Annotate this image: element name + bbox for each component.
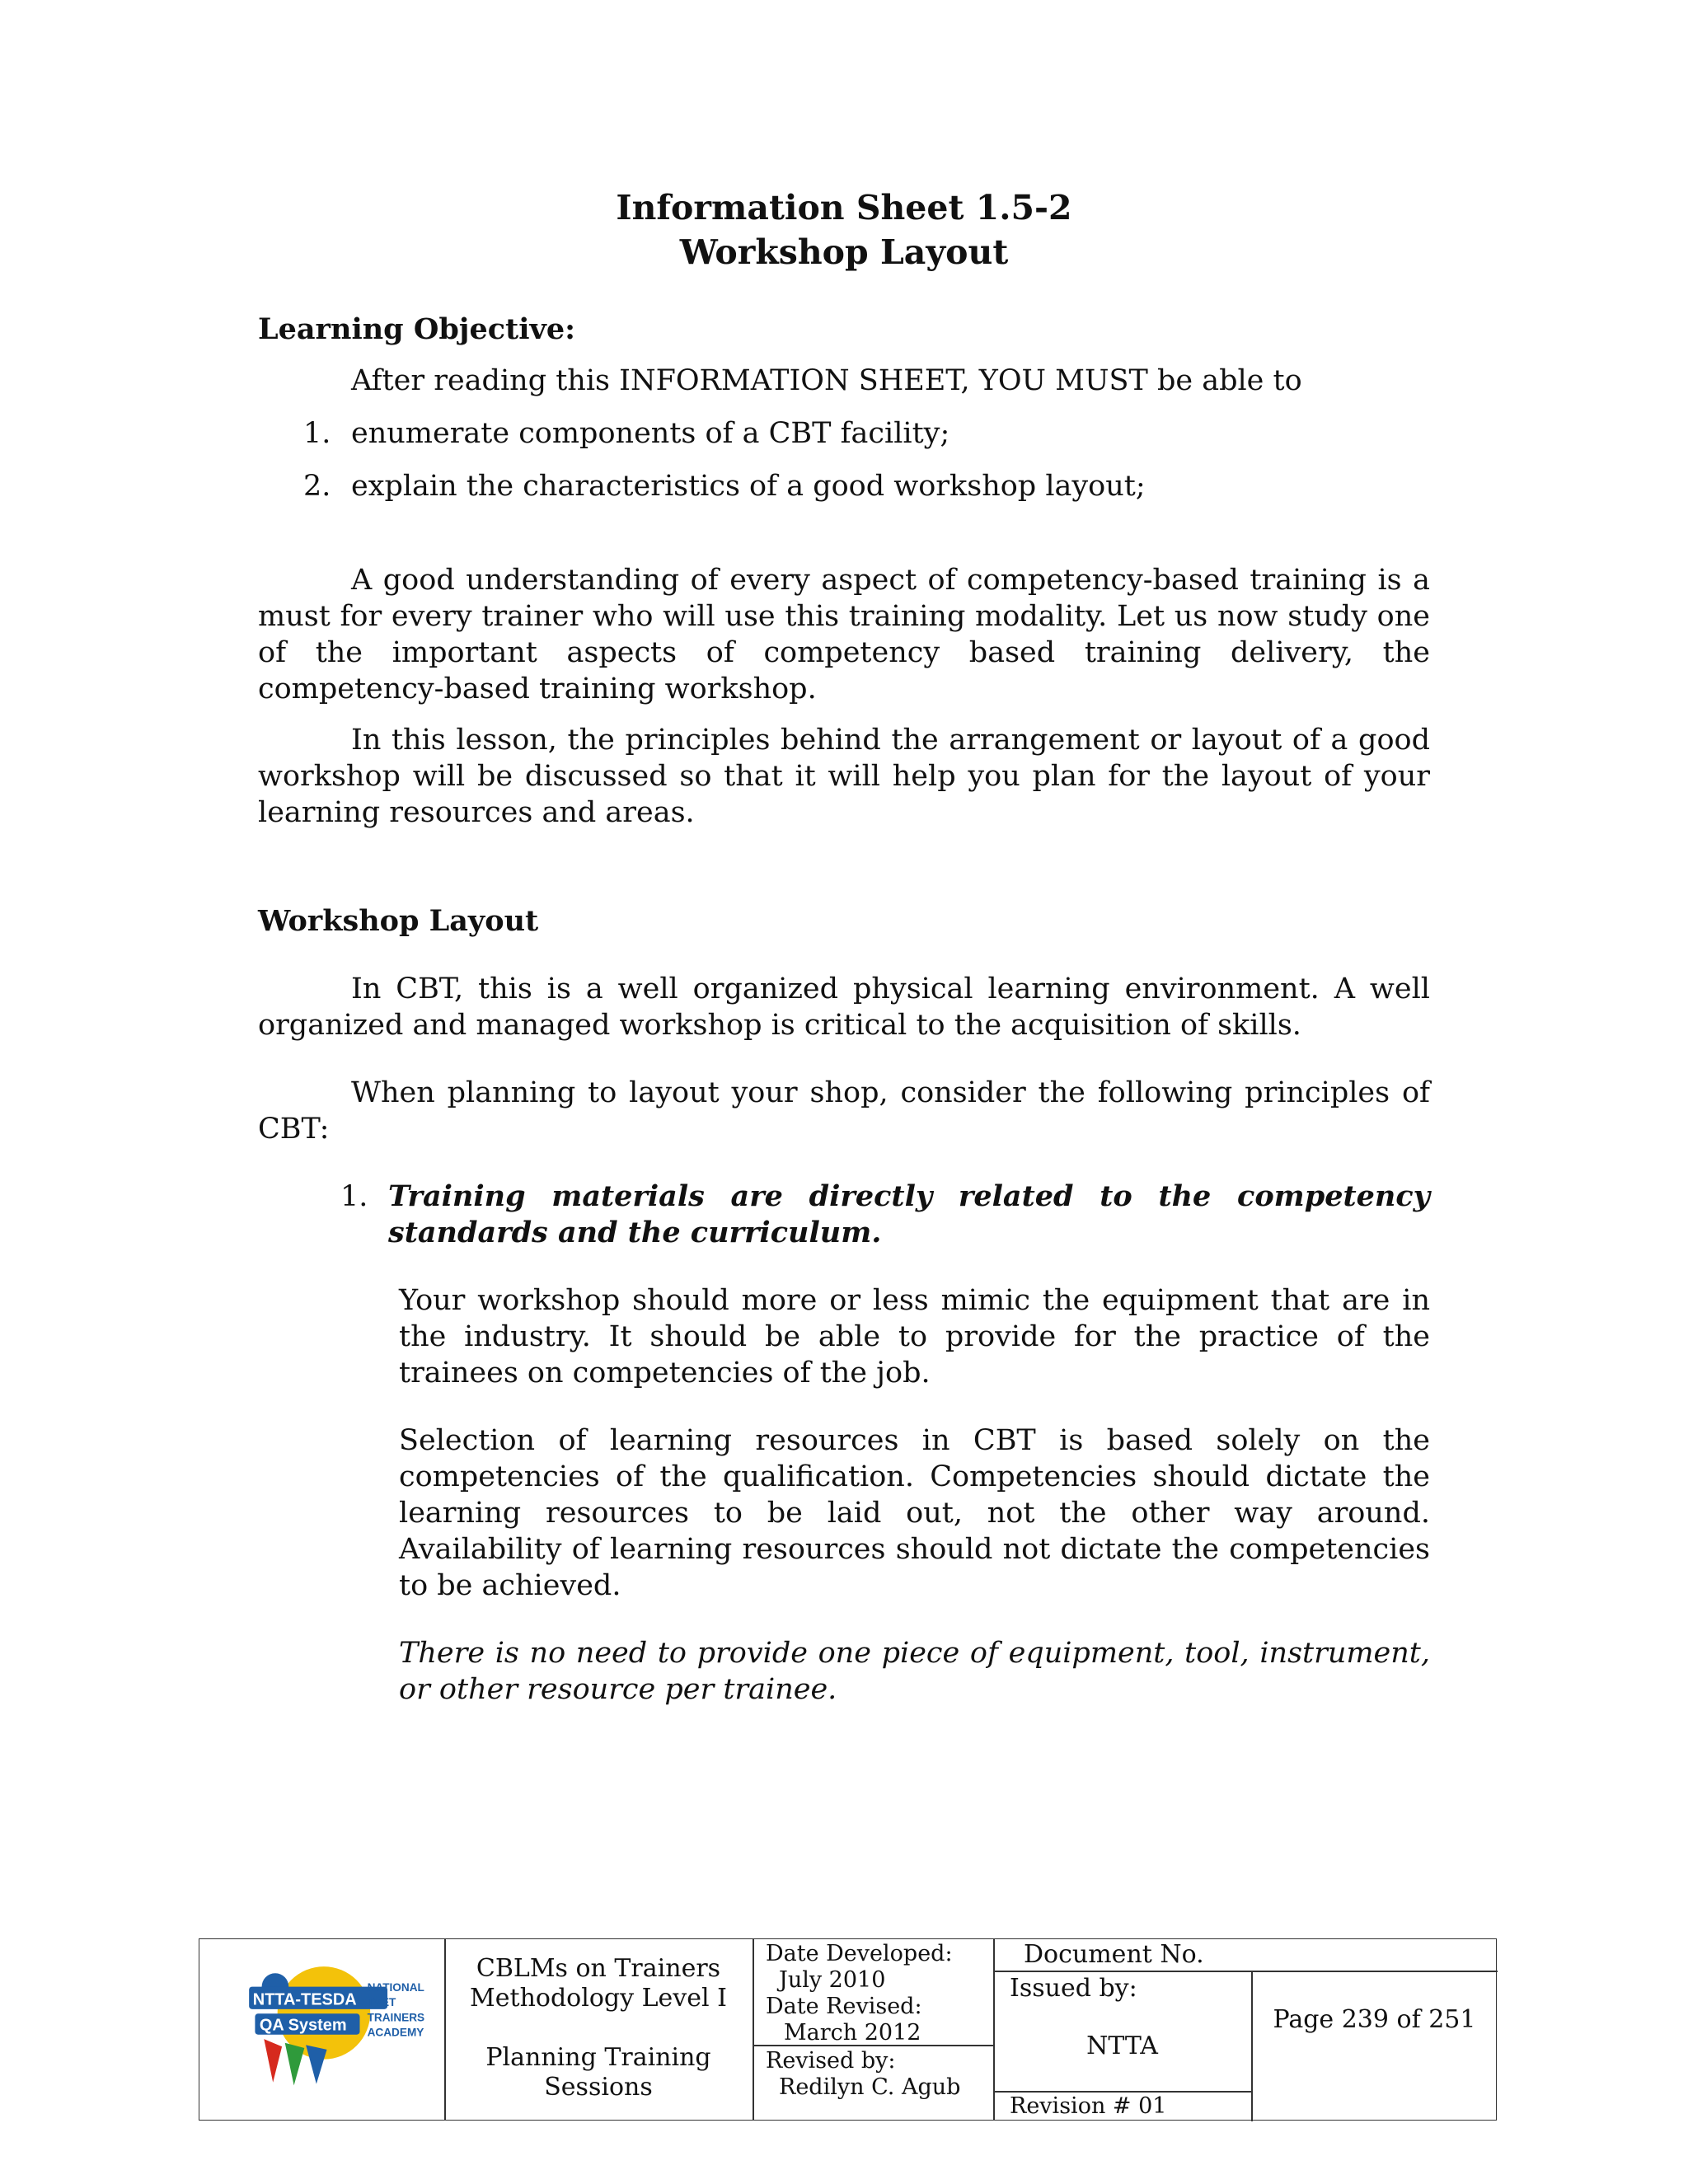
principle-item <box>258 1179 1430 1251</box>
main-content <box>258 312 1430 1708</box>
logo-left-text: NTTA-TESDA <box>252 1990 357 2009</box>
list-text: enumerate components of a CBT facility; <box>351 417 950 450</box>
sheet-subtitle: Workshop Layout <box>679 232 1009 272</box>
principle-paragraph: Your workshop should more or less mimic the equipment that are in the industry. It should be able to provide for the practice of the trainees on competencies of the job. <box>399 1284 1430 1390</box>
module-line: CBLMs on Trainers <box>476 1954 721 1983</box>
objective-heading: Learning Objective: <box>258 312 576 346</box>
principle-note: There is no need to provide one piece of equipment, tool, instrument, or other resource per trainee. <box>399 1637 1430 1706</box>
section-heading: Workshop Layout <box>258 904 539 938</box>
date-developed-label: Date Developed: <box>766 1941 953 1966</box>
issued-by-value: NTTA <box>1086 2032 1158 2060</box>
logo-cell <box>199 1939 444 2121</box>
date-revised-label: Date Revised: <box>766 1994 922 2019</box>
logo-bottom-text: QA System <box>259 2016 347 2035</box>
page-number: Page 239 of 251 <box>1273 2005 1476 2034</box>
date-developed-value: July 2010 <box>779 1967 886 1993</box>
principle-paragraph: Selection of learning resources in CBT is based solely on the competencies of the qualification. Competencies should dictate the learning resources to be laid out, not the other way around. Availability of learning resources should not dictate the competencies to be achieved. <box>399 1424 1430 1602</box>
intro-paragraph: A good understanding of every aspect of competency-based training is a must for every trainer who will use this training modality. Let us now study one of the important aspects of competency based training delivery, the competency-based training workshop. <box>258 564 1430 705</box>
revised-by-value: Redilyn C. Agub <box>779 2074 961 2100</box>
title-block <box>0 185 1688 274</box>
logo-academy-line: TRAINERS <box>367 2011 425 2024</box>
logo-academy-line: ACADEMY <box>367 2026 424 2039</box>
revised-by-cell <box>766 2048 988 2101</box>
date-revised-value: March 2012 <box>784 2020 921 2046</box>
module-line: Sessions <box>544 2073 653 2102</box>
dates-cell <box>766 1941 988 2046</box>
ntta-logo <box>234 1954 429 2094</box>
revised-by-label: Revised by: <box>766 2048 896 2074</box>
list-number: 2. <box>303 470 331 503</box>
list-text: explain the characteristics of a good workshop layout; <box>351 470 1146 503</box>
section-paragraph: In CBT, this is a well organized physical learning environment. A well organized and managed workshop is critical to the acquisition of skills. <box>258 972 1430 1042</box>
intro-paragraph: In this lesson, the principles behind the arrangement or layout of a good workshop will be discussed so that it will help you plan for the layout of your learning resources and areas. <box>258 724 1430 829</box>
sheet-title: Information Sheet 1.5-2 <box>616 188 1072 227</box>
principle-text: Training materials are directly related to the competency standards and the curriculum. <box>388 1179 1430 1249</box>
logo-academy-line: NATIONAL <box>367 1981 424 1994</box>
module-line: Planning Training <box>485 2043 711 2072</box>
objective-intro: After reading this INFORMATION SHEET, YOU MUST be able to <box>351 364 1302 397</box>
list-item <box>258 415 1430 452</box>
document-no: Document No. <box>1024 1940 1204 1969</box>
module-cell <box>444 1954 753 2102</box>
principle-number: 1. <box>340 1180 368 1213</box>
issued-by-label: Issued by: <box>1010 1974 1137 2003</box>
section-paragraph: When planning to layout your shop, consider the following principles of CBT: <box>258 1076 1430 1146</box>
list-item <box>258 468 1430 504</box>
module-line: Methodology Level I <box>470 1984 727 2013</box>
document-footer <box>199 1938 1497 2121</box>
objective-list <box>258 415 1430 504</box>
logo-academy-line: TVET <box>367 1996 396 2009</box>
list-number: 1. <box>303 417 331 450</box>
revision: Revision # 01 <box>1010 2093 1167 2119</box>
